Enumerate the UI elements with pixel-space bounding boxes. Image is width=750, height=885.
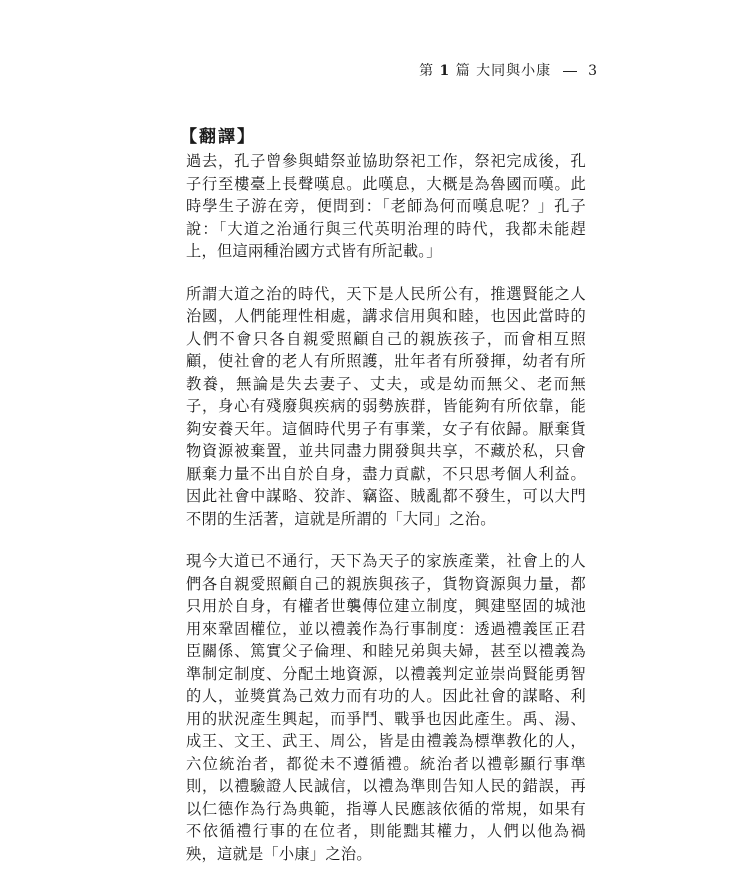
- running-header: [419, 60, 598, 80]
- body-text: [186, 150, 586, 885]
- chapter-suffix: 篇: [455, 63, 471, 79]
- paragraph-1: 過去，孔子曾參與蜡祭並協助祭祀工作，祭祀完成後，孔子行至樓臺上長聲嘆息。此嘆息，大概是為魯國而嘆。此時學生子游在旁，便問到：「老師為何而嘆息呢？」孔子說：「大道之治通行與三代英明治理的時代，我都未能趕上，但這兩種治國方式皆有所記載。」: [186, 152, 586, 260]
- chapter-title: 大同與小康: [476, 63, 552, 79]
- section-heading: 【翻譯】: [180, 127, 256, 147]
- page-number: 3: [588, 63, 598, 79]
- chapter-prefix: 第: [419, 63, 435, 79]
- paragraph-3: 現今大道已不通行，天下為天子的家族產業，社會上的人們各自親愛照顧自己的親族與孩子，貨物資源與力量，都只用於自身，有權者世襲傳位建立制度，興建堅固的城池用來鞏固權位，並以禮義作為行事制度：透過禮義匡正君臣關係、篤實父子倫理、和睦兄弟與夫婦，甚至以禮義為準制定制度、分配土地資源，以禮義判定並崇尚賢能勇智的人，並獎賞為己效力而有功的人。因此社會的謀略、利用的狀況產生興起，而爭鬥、戰爭也因此產生。禹、湯、成王、文王、武王、周公，皆是由禮義為標準教化的人，六位統治者，都從未不遵循禮。統治者以禮彰顯行事準則，以禮驗證人民誠信，以禮為準則告知人民的錯誤，再以仁德作為行為典範，指導人民應該依循的常規，如果有不依循禮行事的在位者，則能黜其權力，人們以他為禍殃，這就是「小康」之治。: [186, 552, 586, 863]
- chapter-number: 1: [439, 63, 451, 79]
- header-divider: [563, 71, 577, 72]
- paragraph-2: 所謂大道之治的時代，天下是人民所公有，推選賢能之人治國，人們能理性相處，講求信用與和睦，也因此當時的人們不會只各自親愛照顧自己的親族孩子，而會相互照顧，使社會的老人有所照護，壯年者有所發揮，幼者有所教養，無論是失去妻子、丈夫，或是幼而無父、老而無子，身心有殘廢與疾病的弱勢族群，皆能夠有所依靠，能夠安養天年。這個時代男子有事業，女子有依歸。厭棄貨物資源被棄置，並共同盡力開發與共享，不藏於私，只會厭棄力量不出自於自身，盡力貢獻，不只思考個人利益。因此社會中謀略、狡詐、竊盜、賊亂都不發生，可以大門不閉的生活著，這就是所謂的「大同」之治。: [186, 284, 586, 528]
